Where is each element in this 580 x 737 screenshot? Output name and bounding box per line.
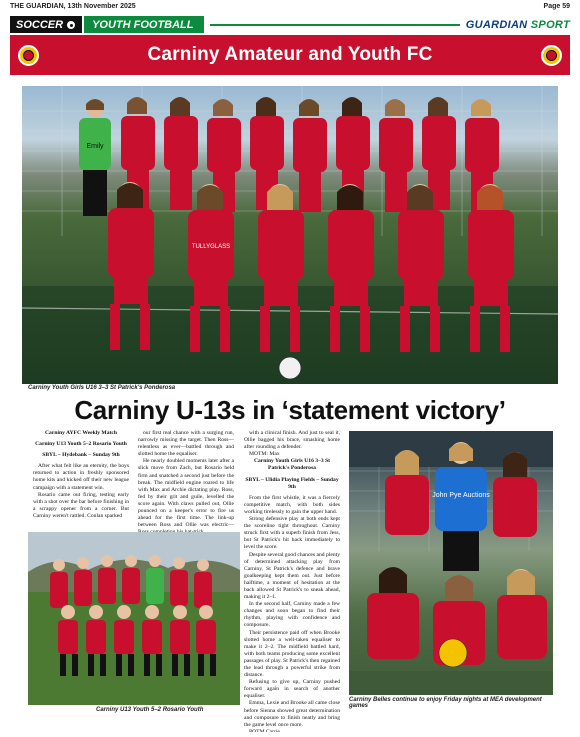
- girls-u16-team-photo: [22, 86, 558, 384]
- youth-football-label: YOUTH FOOTBALL: [84, 16, 204, 33]
- article-paragraph: Their persistence paid off when Brooke slotted home a well-taken equaliser to make it 2–2. The midfield battled hard, with both teams producing some excellent passages of play. St Patrick's then regained the lead through a powerful strike from distance.: [244, 629, 340, 679]
- boys-u13-team-photo: [28, 532, 240, 705]
- masthead: [10, 3, 570, 15]
- article-paragraph: Refusing to give up, Carniny pushed forward again in search of another equaliser.: [244, 679, 340, 700]
- article-paragraph: In the second half, Carniny made a few changes and soon began to find their rhythm, playing with confidence and composure.: [244, 601, 340, 629]
- club-crest-icon: [18, 45, 39, 66]
- match-heading: SBYL – Hydebank – Sunday 9th: [42, 452, 120, 459]
- article-column-1: [33, 430, 129, 530]
- belles-photo: [349, 431, 553, 695]
- masthead-date: THE GUARDIAN, 13th November 2025: [10, 3, 136, 10]
- match-heading: SBYL – Ulidia Playing Fields – Sunday 9th: [245, 476, 339, 490]
- match-heading: Carniny U13 Youth 5–2 Rosario Youth: [35, 441, 127, 448]
- club-crest-icon: [541, 45, 562, 66]
- motm-note: POTM Carrie: [249, 728, 280, 732]
- article-paragraph: Strong defensive play at both ends kept the scoreline tight throughout. Carniny struck first with a superb finish from Jess, but St Patrick's hit back immediately to level the score.: [244, 516, 340, 551]
- motm-note: MOTM: Max: [249, 451, 280, 458]
- article-paragraph: He nearly doubled moments later after a slick move from Zach, but Rosario held firm and snatched a second just before the break. The midfield engine roared to life with Max and Archie dictating play. Ross, fed by their grit and guile, levelled the score again. With claws pulled out, Ollie pounced on a keeper's error to fire us ahead for the first time. The link-up between Ross and Ollie was electric—: [138, 458, 234, 529]
- team-photo-illustration: [22, 86, 558, 384]
- article-column-3: [244, 430, 340, 732]
- kit-sponsor: TULLYGLASS: [191, 244, 231, 250]
- boys-photo-caption: Carniny U13 Youth 5–2 Rosario Youth: [96, 707, 204, 713]
- article-paragraph: with a clinical finish. And just to seal it, Ollie bagged his brace, smashing home after rounding a defender.: [244, 430, 340, 451]
- page-number: Page 59: [543, 3, 570, 10]
- keeper-sponsor: Emily: [86, 143, 104, 150]
- boys-photo-illustration: [28, 532, 240, 705]
- match-heading: Carniny AYFC Weekly Match: [45, 430, 117, 436]
- article-paragraph: Rosario came out firing, testing early with a shot over the bar before finishing in a scrappy opener from a corner. But Carniny weren't rattled. Conlan sparked: [33, 491, 129, 519]
- soccer-text: SOCCER: [16, 18, 64, 31]
- article-paragraph: Emma, Lexie and Brooke all came close before Sienna showed great determination and composure to finish neatly and bring the game level once more.: [244, 700, 340, 728]
- article-headline: Carniny U-13s in ‘statement victory’: [74, 395, 506, 425]
- match-heading: Carniny Youth Girls U16 3–3 St Patrick's Ponderosa: [253, 458, 331, 472]
- article-paragraph: From the first whistle, it was a fiercely competitive match, with both sides working tirelessly to gain the upper hand.: [244, 494, 340, 515]
- brand-sport: SPORT: [530, 18, 570, 31]
- football-icon: [66, 20, 76, 30]
- section-rule: [210, 24, 460, 26]
- belles-photo-illustration: [349, 431, 553, 695]
- banner-title: Carniny Amateur and Youth FC: [147, 44, 433, 65]
- article-paragraph: Despite several good chances and plenty of determined attacking play from Carniny, St Patrick's defence and brave goalkeeping kept them out. Just before halftime, a moment of hesitation at the back allowed St Patrick's to sneak ahead, making it 2–1.: [244, 551, 340, 601]
- article-paragraph: our first real chance with a surging run, narrowly missing the target. Then Ross—relentless as ever—battled through and slotted home the equaliser.: [138, 430, 234, 458]
- section-bar: [10, 16, 570, 33]
- belles-photo-caption: Carniny Belles continue to enjoy Friday nights at MEA development games: [349, 697, 542, 709]
- main-photo-caption: Carniny Youth Girls U16 3–3 St Patrick's Ponderosa: [28, 385, 176, 391]
- brand-guardian: GUARDIAN: [465, 18, 528, 31]
- belles-sponsor: John Pye Auctions: [432, 492, 490, 499]
- article-paragraph: After what felt like an eternity, the boys returned to action in freshly sponsored home kits and kicked off their new league campaign with a statement win.: [33, 463, 129, 491]
- club-banner: [10, 35, 570, 75]
- soccer-label: [10, 16, 82, 33]
- guardian-sport-logo: [466, 19, 570, 31]
